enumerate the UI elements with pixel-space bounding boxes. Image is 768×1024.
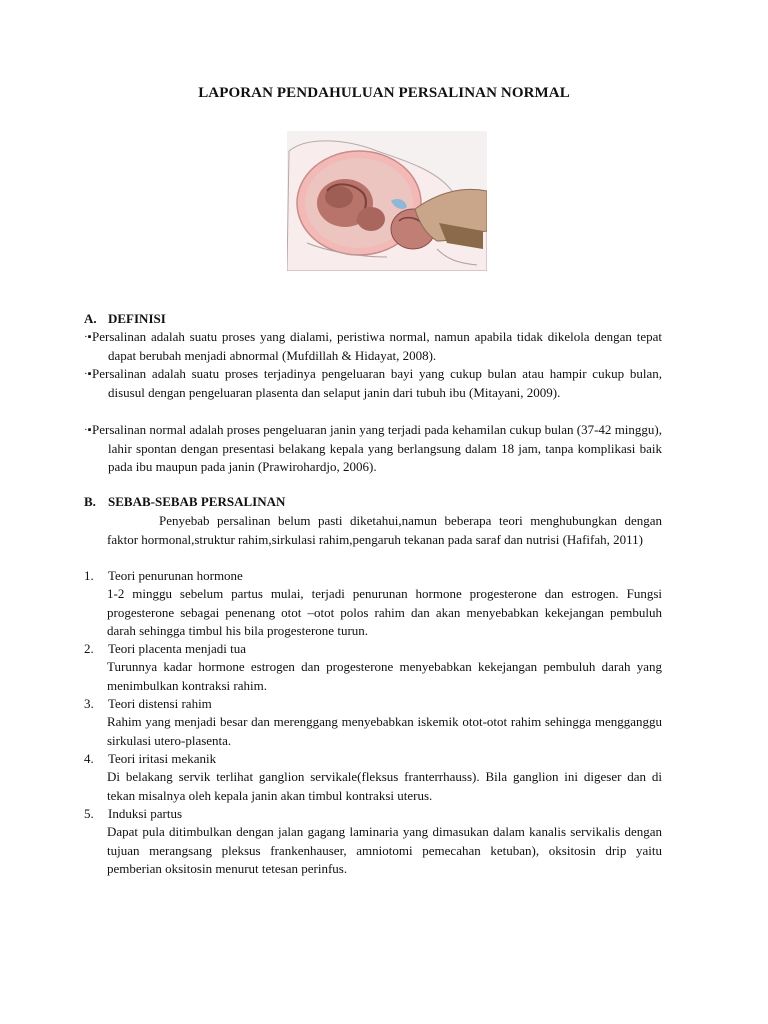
definition-text: Persalinan adalah suatu proses yang dialami, peristiwa normal, namun apabila tidak dikelola dengan tepat dapat berubah menjadi abnormal (Mufdillah & Hidayat, 2008).: [92, 329, 662, 363]
theory-title: Teori placenta menjadi tua: [108, 641, 247, 656]
theory-title: Teori distensi rahim: [108, 696, 212, 711]
list-number: 5.: [84, 806, 94, 821]
section-a-heading: [84, 311, 166, 327]
section-b-heading: [84, 494, 285, 510]
theory-title: Induksi partus: [108, 806, 183, 821]
list-number: 4.: [84, 751, 94, 766]
section-b-title: SEBAB-SEBAB PERSALINAN: [108, 494, 286, 509]
section-a-title: DEFINISI: [108, 311, 166, 326]
theory-title: Teori iritasi mekanik: [108, 751, 217, 766]
section-a-letter: A.: [84, 311, 97, 326]
theory-title: Teori penurunan hormone: [108, 568, 243, 583]
theory-2-heading: [84, 641, 246, 657]
section-b-intro: Penyebab persalinan belum pasti diketahui,namun beberapa teori menghubungkan dengan faktor hormonal,struktur rahim,sirkulasi rahim,pengaruh tekanan pada saraf dan nutrisi (Hafifah, 2011): [107, 513, 662, 547]
theory-3-body: Rahim yang menjadi besar dan merenggang menyebabkan iskemik otot-otot rahim sehingga mengganggu sirkulasi utero-plasenta.: [107, 714, 662, 748]
definition-text: Persalinan normal adalah proses pengeluaran janin yang terjadi pada kehamilan cukup bulan (37-42 minggu), lahir spontan dengan presentasi belakang kepala yang berlangsung dalam 18 jam, tanpa komplikasi baik pada ibu maupun pada janin (Prawirohardjo, 2006).: [92, 422, 662, 475]
bullet-icon: ·▪: [84, 368, 92, 380]
section-b-letter: B.: [84, 494, 96, 509]
definition-bullet-1: [84, 328, 662, 365]
page-title: LAPORAN PENDAHULUAN PERSALINAN NORMAL: [198, 85, 570, 101]
bullet-icon: ·▪: [84, 424, 92, 436]
theory-4-heading: [84, 751, 216, 767]
definition-bullet-2: [84, 365, 662, 402]
bullet-icon: ·▪: [84, 331, 92, 343]
theory-5-heading: [84, 806, 182, 822]
list-number: 2.: [84, 641, 94, 656]
theory-3-heading: [84, 696, 212, 712]
theory-1-heading: [84, 568, 243, 584]
definition-text: Persalinan adalah suatu proses terjadinya pengeluaran bayi yang cukup bulan atau hampir cukup bulan, disusul dengan pengeluaran plasenta dan selaput janin dari tubuh ibu (Mitayani, 2009).: [92, 366, 662, 400]
theory-4-body: Di belakang servik terlihat ganglion servikale(fleksus franterrhauss). Bila ganglion ini digeser dan di tekan misalnya oleh kepala janin akan timbul kontraksi uterus.: [107, 769, 662, 803]
list-number: 1.: [84, 568, 94, 583]
theory-1-body: 1-2 minggu sebelum partus mulai, terjadi penurunan hormone progesterone dan estrogen. Fungsi progesterone sebagai penenang otot –otot polos rahim dan akan menyebabkan kekejangan pembuluh darah sehingga timbul his bila progesterone turun.: [107, 586, 662, 639]
list-number: 3.: [84, 696, 94, 711]
definition-bullet-3: [84, 421, 662, 477]
fetus-illustration-icon: [287, 131, 487, 271]
theory-2-body: Turunnya kadar hormone estrogen dan progesterone menyebabkan kekejangan pembuluh darah yang menimbulkan kontraksi rahim.: [107, 659, 662, 693]
theory-5-body: Dapat pula ditimbulkan dengan jalan gagang laminaria yang dimasukan dalam kanalis servikalis dengan tujuan merangsang pleksus frankenhauser, amniotomi pemecahan ketuban), oksitosin drip yaitu pemberian oksitosin menurut tetesan perinfus.: [107, 824, 662, 877]
